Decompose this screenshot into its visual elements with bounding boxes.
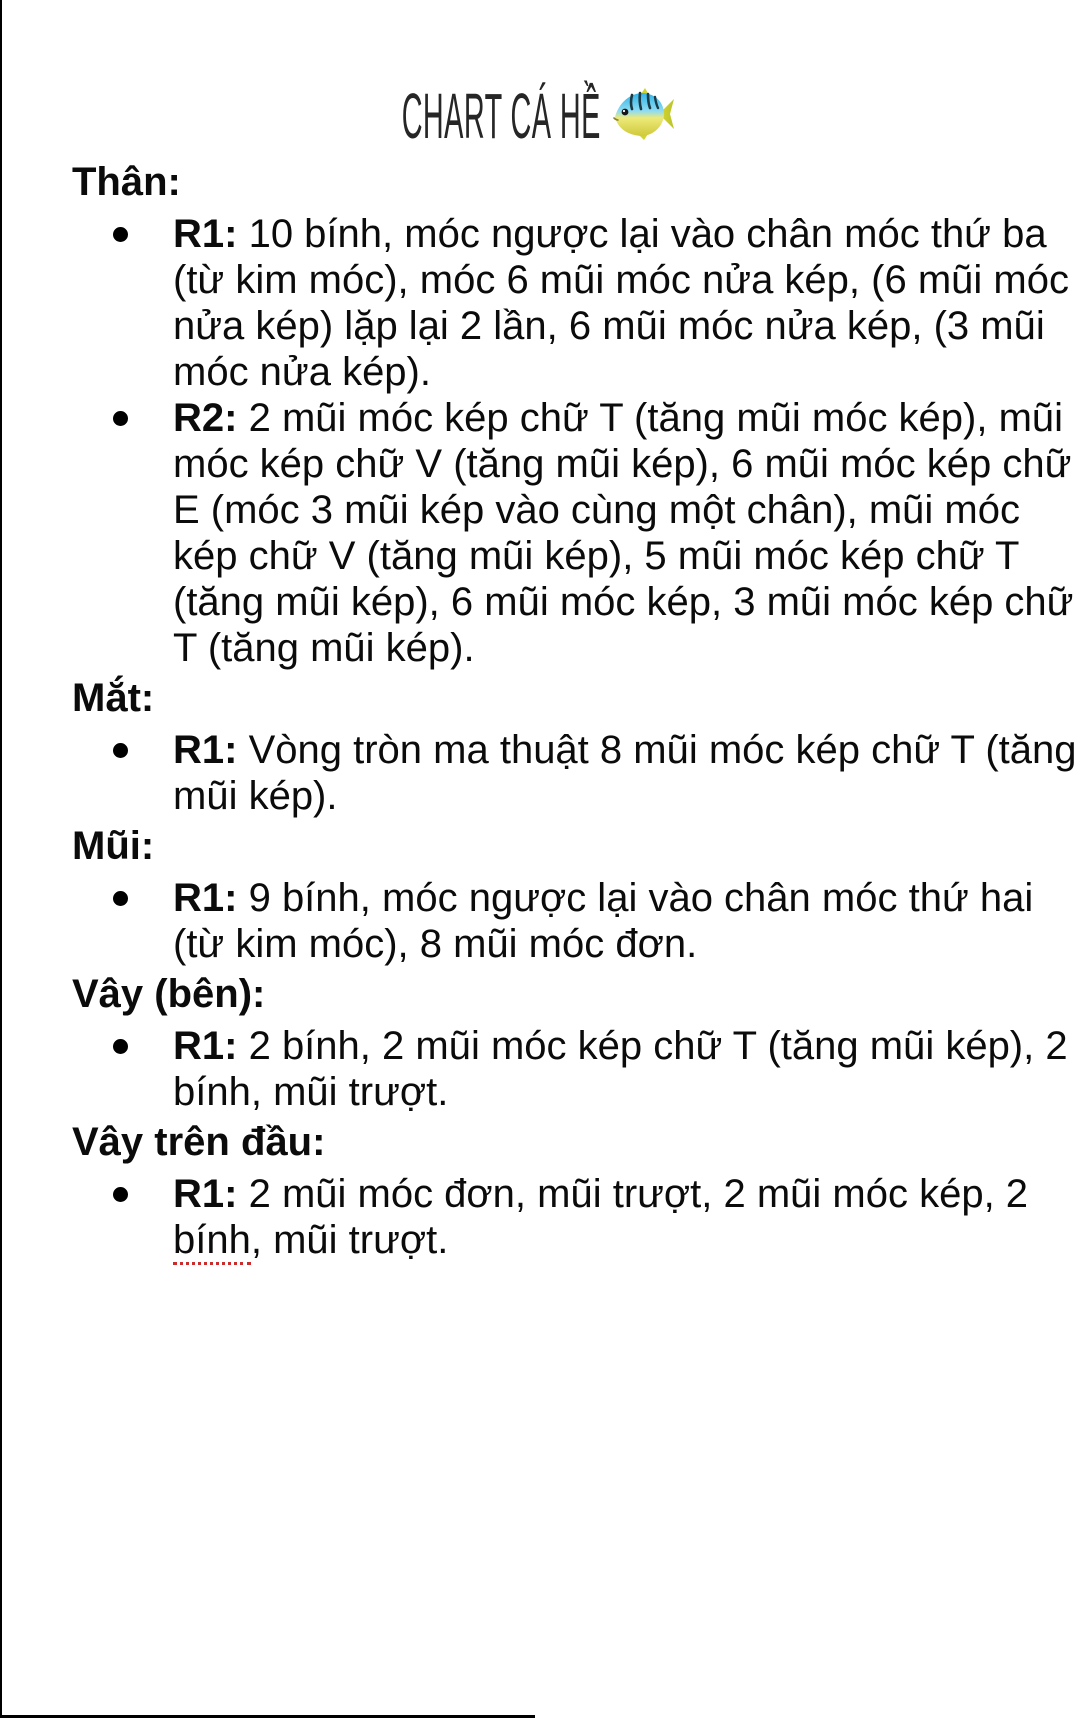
tropical-fish-icon: [611, 87, 677, 146]
section-round-list: [72, 1171, 1080, 1263]
round-label: R2:: [173, 396, 249, 440]
page-title: [0, 80, 1080, 152]
section-round-list: [72, 727, 1080, 819]
section-heading: Vây trên đầu:: [72, 1120, 326, 1164]
spellcheck-underlined-word: bính: [173, 1218, 251, 1265]
round-label: R1:: [173, 728, 249, 772]
pattern-round-item: R1: 2 mũi móc đơn, mũi trượt, 2 mũi móc kép, 2 bính, mũi trượt.: [72, 1171, 1080, 1263]
pattern-round-item: R2: 2 mũi móc kép chữ T (tăng mũi móc kép), mũi móc kép chữ V (tăng mũi kép), 6 mũi móc kép chữ E (móc 3 mũi kép vào cùng một chân), mũi móc kép chữ V (tăng mũi kép), 5 mũi móc kép chữ T (tăng mũi kép), 6 mũi móc kép, 3 mũi móc kép chữ T (tăng mũi kép).: [72, 395, 1080, 671]
round-label: R1:: [173, 212, 249, 256]
pattern-round-item: R1: 10 bính, móc ngược lại vào chân móc thứ ba (từ kim móc), móc 6 mũi móc nửa kép, (6 mũi móc nửa kép) lặp lại 2 lần, 6 mũi móc nửa kép, (3 mũi móc nửa kép).: [72, 211, 1080, 395]
section-heading: Thân:: [72, 160, 181, 204]
section-round-list: [72, 1023, 1080, 1115]
pattern-round-item: R1: 2 bính, 2 mũi móc kép chữ T (tăng mũi kép), 2 bính, mũi trượt.: [72, 1023, 1080, 1115]
section-heading: Mắt:: [72, 676, 155, 720]
pattern-round-item: R1: 9 bính, móc ngược lại vào chân móc thứ hai (từ kim móc), 8 mũi móc đơn.: [72, 875, 1080, 967]
page-title-text: CHART CÁ HỀ: [401, 80, 601, 152]
section-round-list: [72, 211, 1080, 671]
section-heading: Vây (bên):: [72, 972, 266, 1016]
pattern-sections: [0, 155, 1080, 1263]
page-title-text-wrap: [401, 80, 601, 152]
round-label: R1:: [173, 1024, 249, 1068]
section-round-list: [72, 875, 1080, 967]
round-label: R1:: [173, 1172, 249, 1216]
round-label: R1:: [173, 876, 249, 920]
section-heading: Mũi:: [72, 824, 155, 868]
pattern-round-item: R1: Vòng tròn ma thuật 8 mũi móc kép chữ T (tăng mũi kép).: [72, 727, 1080, 819]
